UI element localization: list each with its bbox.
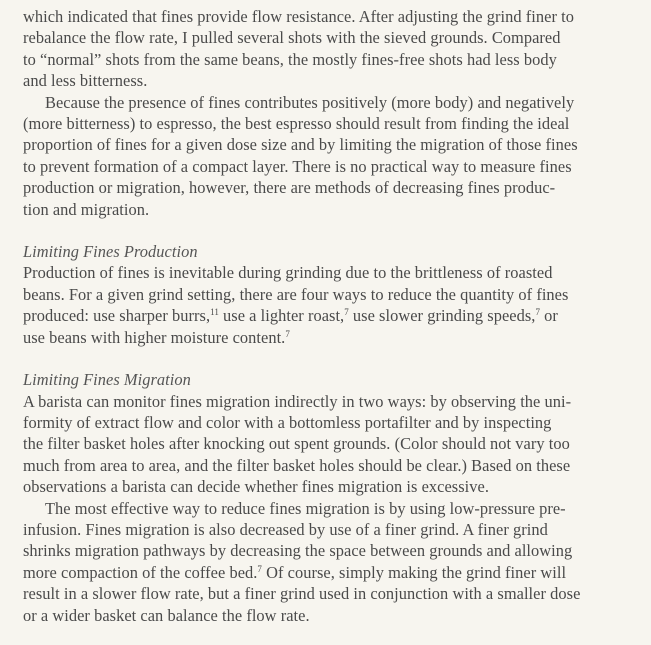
citation-ref: 7 (344, 307, 349, 318)
section-heading: Limiting Fines Production (23, 242, 198, 262)
text-run: use a lighter roast, (218, 306, 345, 326)
text-line: result in a slower flow rate, but a finer grind used in conjunction with a smaller dose (23, 584, 581, 604)
text-line: beans. For a given grind setting, there are four ways to reduce the quantity of fines (23, 284, 569, 304)
section-fines-production (23, 241, 623, 348)
text-line: much from area to area, and the filter basket holes should be clear.) Based on these (23, 455, 571, 475)
text-line: observations a barista can decide whether fines migration is excessive. (23, 477, 489, 497)
section-fines-migration (23, 369, 623, 626)
text-line: or a wider basket can balance the flow rate. (23, 605, 310, 625)
text-line (23, 327, 623, 348)
text-line: which indicated that fines provide flow resistance. After adjusting the grind finer to (23, 7, 574, 26)
text-line: tion and migration. (23, 199, 150, 219)
section-heading: Limiting Fines Migration (23, 370, 191, 390)
citation-ref: 7 (285, 328, 290, 339)
paragraph (23, 6, 623, 92)
text-line: to “normal” shots from the same beans, the mostly fines-free shots had less body (23, 49, 557, 69)
text-line: rebalance the flow rate, I pulled several shots with the sieved grounds. Compared (23, 28, 561, 48)
text-line: and less bitterness. (23, 71, 148, 91)
text-line: Because the presence of fines contributes positively (more body) and negatively (45, 92, 575, 112)
text-line: (more bitterness) to espresso, the best espresso should result from finding the ideal (23, 114, 570, 134)
text-run: Of course, simply making the grind finer will (261, 562, 567, 582)
citation-ref: 7 (257, 563, 262, 574)
text-run: use beans with higher moisture content. (23, 327, 286, 347)
text-line: formity of extract flow and color with a bottomless portafilter and by inspecting (23, 412, 552, 432)
text-line: Production of fines is inevitable during grinding due to the brittleness of roasted (23, 263, 553, 283)
section-spacer (23, 348, 623, 369)
text-line: to prevent formation of a compact layer. There is no practical way to measure fines (23, 156, 572, 176)
citation-ref: 11 (210, 307, 219, 318)
text-line: proportion of fines for a given dose size and by limiting the migration of those fines (23, 135, 578, 155)
text-line: infusion. Fines migration is also decreased by use of a finer grind. A finer grind (23, 519, 548, 539)
text-line (23, 562, 623, 583)
text-run: more compaction of the coffee bed. (23, 562, 258, 582)
text-line: production or migration, however, there are methods of decreasing fines produc- (23, 178, 556, 198)
text-run: produced: use sharper burrs, (23, 306, 211, 326)
text-line: A barista can monitor fines migration indirectly in two ways: by observing the uni- (23, 391, 572, 411)
citation-ref: 7 (535, 307, 541, 318)
section-spacer (23, 220, 623, 241)
text-run: or (540, 306, 558, 326)
text-run: use slower grinding speeds, (348, 306, 536, 326)
text-line (23, 305, 623, 326)
text-line: shrinks migration pathways by decreasing the space between grounds and allowing (23, 541, 573, 561)
text-line: The most effective way to reduce fines migration is by using low-pressure pre- (45, 498, 566, 518)
text-line: the filter basket holes after knocking out spent grounds. (Color should not vary too (23, 434, 570, 454)
paragraph (23, 92, 623, 220)
